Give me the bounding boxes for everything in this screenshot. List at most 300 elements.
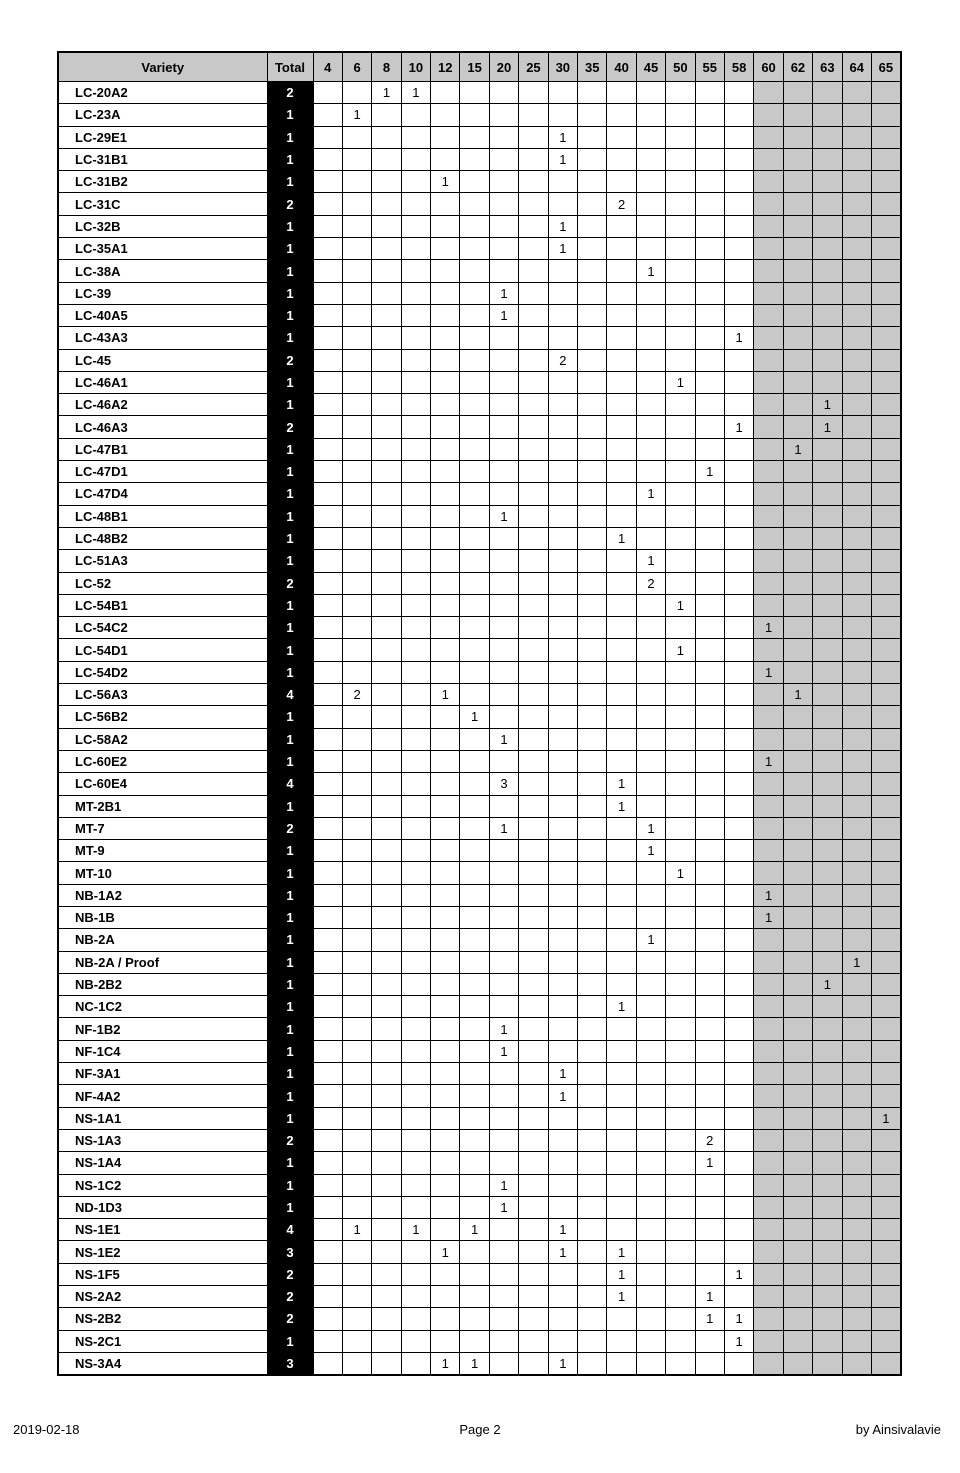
count-cell-20 [489,1129,518,1151]
count-cell-40 [607,1330,636,1352]
count-cell-65 [871,661,900,683]
count-cell-62 [783,1152,812,1174]
count-cell-25 [519,594,548,616]
count-cell-63 [813,661,842,683]
variety-cell: MT-9 [58,840,267,862]
count-cell-60 [754,483,783,505]
count-cell-65 [871,1352,900,1375]
count-cell-6 [342,260,371,282]
count-cell-58 [724,728,753,750]
count-cell-4 [313,1107,342,1129]
count-cell-10 [401,1018,430,1040]
count-cell-15 [460,884,489,906]
count-cell-60 [754,438,783,460]
count-cell-30 [548,951,577,973]
count-cell-10 [401,840,430,862]
count-cell-60 [754,1263,783,1285]
count-cell-6 [342,1196,371,1218]
count-cell-8 [372,840,401,862]
count-cell-25 [519,617,548,639]
count-cell-12 [431,527,460,549]
count-cell-35 [578,617,607,639]
count-cell-60 [754,282,783,304]
count-cell-60 [754,594,783,616]
variety-cell: LC-46A2 [58,394,267,416]
count-cell-6 [342,1152,371,1174]
variety-cell: LC-52 [58,572,267,594]
table-row [58,1152,901,1174]
count-cell-4 [313,238,342,260]
count-cell-63 [813,215,842,237]
variety-cell: NS-1A1 [58,1107,267,1129]
count-cell-40: 1 [607,1241,636,1263]
count-cell-35 [578,371,607,393]
count-cell-65 [871,617,900,639]
count-cell-10 [401,1085,430,1107]
count-cell-15 [460,1063,489,1085]
variety-cell: LC-47D4 [58,483,267,505]
count-cell-30 [548,1263,577,1285]
count-cell-50 [666,1196,695,1218]
count-cell-60 [754,461,783,483]
count-cell-62: 1 [783,684,812,706]
count-cell-65 [871,1308,900,1330]
count-cell-50 [666,483,695,505]
count-cell-25 [519,1152,548,1174]
count-cell-63 [813,795,842,817]
count-cell-40 [607,104,636,126]
count-cell-8 [372,617,401,639]
count-cell-10 [401,795,430,817]
count-cell-15 [460,973,489,995]
count-cell-8 [372,996,401,1018]
count-cell-45: 1 [636,840,665,862]
table-row [58,1018,901,1040]
header-col-45: 45 [636,52,665,82]
count-cell-50: 1 [666,862,695,884]
count-cell-25 [519,1219,548,1241]
count-cell-60 [754,349,783,371]
count-cell-12 [431,1040,460,1062]
count-cell-10 [401,171,430,193]
count-cell-65 [871,884,900,906]
total-cell: 1 [267,795,313,817]
count-cell-8 [372,461,401,483]
count-cell-65 [871,1241,900,1263]
footer-page-number: Page 2 [459,1422,501,1437]
count-cell-64 [842,1129,871,1151]
count-cell-4 [313,438,342,460]
count-cell-64 [842,148,871,170]
count-cell-4 [313,193,342,215]
count-cell-63 [813,238,842,260]
count-cell-40 [607,304,636,326]
count-cell-8 [372,282,401,304]
count-cell-45 [636,461,665,483]
count-cell-25 [519,1196,548,1218]
count-cell-50 [666,1040,695,1062]
count-cell-62 [783,171,812,193]
count-cell-10 [401,1040,430,1062]
header-total: Total [267,52,313,82]
count-cell-62 [783,126,812,148]
total-cell: 1 [267,327,313,349]
count-cell-45 [636,1107,665,1129]
count-cell-55 [695,1330,724,1352]
count-cell-6 [342,795,371,817]
count-cell-55 [695,929,724,951]
count-cell-15 [460,1308,489,1330]
count-cell-55 [695,527,724,549]
header-col-62: 62 [783,52,812,82]
count-cell-8 [372,1352,401,1375]
table-row [58,193,901,215]
count-cell-58 [724,795,753,817]
count-cell-45 [636,773,665,795]
table-row [58,639,901,661]
count-cell-35 [578,840,607,862]
count-cell-35 [578,104,607,126]
count-cell-15 [460,1330,489,1352]
total-cell: 1 [267,1085,313,1107]
count-cell-55 [695,728,724,750]
count-cell-50: 1 [666,371,695,393]
count-cell-60 [754,260,783,282]
variety-cell: LC-48B1 [58,505,267,527]
count-cell-12 [431,1085,460,1107]
count-cell-35 [578,1107,607,1129]
count-cell-40: 1 [607,795,636,817]
count-cell-63 [813,1308,842,1330]
count-cell-8 [372,773,401,795]
count-cell-30 [548,82,577,104]
count-cell-63 [813,817,842,839]
count-cell-50 [666,817,695,839]
count-cell-64 [842,706,871,728]
count-cell-45 [636,371,665,393]
count-cell-15 [460,282,489,304]
variety-cell: NC-1C2 [58,996,267,1018]
count-cell-4 [313,126,342,148]
count-cell-64 [842,260,871,282]
count-cell-15 [460,527,489,549]
total-cell: 1 [267,550,313,572]
total-cell: 1 [267,260,313,282]
count-cell-8 [372,394,401,416]
count-cell-20 [489,438,518,460]
count-cell-35 [578,661,607,683]
total-cell: 1 [267,1330,313,1352]
count-cell-62 [783,773,812,795]
count-cell-64 [842,550,871,572]
count-cell-15 [460,1196,489,1218]
count-cell-45 [636,1263,665,1285]
count-cell-64 [842,371,871,393]
count-cell-8 [372,238,401,260]
count-cell-50 [666,1352,695,1375]
count-cell-10 [401,371,430,393]
count-cell-58 [724,929,753,951]
count-cell-63 [813,1330,842,1352]
count-cell-55 [695,840,724,862]
count-cell-30: 1 [548,238,577,260]
count-cell-58 [724,238,753,260]
count-cell-55: 1 [695,1308,724,1330]
table-row [58,1330,901,1352]
variety-cell: MT-2B1 [58,795,267,817]
count-cell-15 [460,906,489,928]
count-cell-35 [578,1129,607,1151]
count-cell-8 [372,706,401,728]
count-cell-50 [666,1085,695,1107]
count-cell-12 [431,1330,460,1352]
count-cell-6 [342,238,371,260]
total-cell: 1 [267,706,313,728]
count-cell-65 [871,126,900,148]
count-cell-40 [607,550,636,572]
count-cell-55 [695,572,724,594]
count-cell-45 [636,82,665,104]
count-cell-62 [783,327,812,349]
count-cell-4 [313,684,342,706]
count-cell-12 [431,639,460,661]
count-cell-15 [460,840,489,862]
count-cell-45 [636,862,665,884]
total-cell: 1 [267,973,313,995]
count-cell-58 [724,840,753,862]
count-cell-55 [695,1085,724,1107]
count-cell-12 [431,862,460,884]
count-cell-35 [578,1286,607,1308]
count-cell-20: 1 [489,1040,518,1062]
count-cell-60 [754,996,783,1018]
count-cell-45 [636,750,665,772]
count-cell-8 [372,126,401,148]
count-cell-15 [460,572,489,594]
count-cell-55 [695,193,724,215]
count-cell-55 [695,1263,724,1285]
count-cell-50 [666,82,695,104]
count-cell-45 [636,951,665,973]
count-cell-40: 2 [607,193,636,215]
variety-cell: NS-1A3 [58,1129,267,1151]
count-cell-64 [842,862,871,884]
count-cell-4 [313,282,342,304]
variety-cell: LC-48B2 [58,527,267,549]
total-cell: 1 [267,862,313,884]
table-row [58,82,901,104]
count-cell-62 [783,416,812,438]
count-cell-40 [607,148,636,170]
count-cell-6 [342,1107,371,1129]
count-cell-25 [519,215,548,237]
count-cell-45 [636,193,665,215]
count-cell-25 [519,973,548,995]
count-cell-20 [489,572,518,594]
count-cell-20 [489,1286,518,1308]
count-cell-15 [460,148,489,170]
count-cell-45 [636,282,665,304]
count-cell-20 [489,884,518,906]
count-cell-20 [489,171,518,193]
count-cell-20 [489,617,518,639]
variety-cell: NS-1E1 [58,1219,267,1241]
count-cell-58 [724,1286,753,1308]
count-cell-60 [754,104,783,126]
count-cell-20 [489,750,518,772]
count-cell-64 [842,1352,871,1375]
count-cell-6 [342,171,371,193]
count-cell-63 [813,349,842,371]
variety-cell: MT-7 [58,817,267,839]
count-cell-45 [636,505,665,527]
count-cell-62 [783,349,812,371]
count-cell-50 [666,1129,695,1151]
count-cell-65 [871,1286,900,1308]
count-cell-55 [695,260,724,282]
count-cell-20 [489,1308,518,1330]
count-cell-6 [342,1286,371,1308]
count-cell-62 [783,996,812,1018]
count-cell-12 [431,327,460,349]
count-cell-4 [313,572,342,594]
count-cell-63 [813,260,842,282]
count-cell-50 [666,104,695,126]
count-cell-64 [842,1063,871,1085]
count-cell-35 [578,1330,607,1352]
count-cell-15 [460,1263,489,1285]
total-cell: 2 [267,1286,313,1308]
count-cell-12 [431,260,460,282]
count-cell-30 [548,1196,577,1218]
count-cell-50 [666,906,695,928]
count-cell-55 [695,238,724,260]
count-cell-15 [460,327,489,349]
count-cell-30 [548,639,577,661]
count-cell-40 [607,684,636,706]
count-cell-58 [724,773,753,795]
count-cell-40 [607,461,636,483]
count-cell-65 [871,327,900,349]
count-cell-30 [548,750,577,772]
count-cell-4 [313,1241,342,1263]
count-cell-30 [548,661,577,683]
count-cell-12 [431,416,460,438]
count-cell-4 [313,728,342,750]
count-cell-6 [342,1085,371,1107]
count-cell-35 [578,1040,607,1062]
count-cell-40 [607,929,636,951]
table-row [58,1219,901,1241]
count-cell-63 [813,617,842,639]
count-cell-50 [666,1330,695,1352]
header-col-8: 8 [372,52,401,82]
count-cell-45: 1 [636,929,665,951]
count-cell-4 [313,461,342,483]
count-cell-6 [342,929,371,951]
count-cell-8 [372,594,401,616]
count-cell-12 [431,82,460,104]
count-cell-15 [460,773,489,795]
count-cell-65 [871,594,900,616]
count-cell-15 [460,394,489,416]
count-cell-58 [724,1152,753,1174]
variety-cell: LC-54D2 [58,661,267,683]
count-cell-30 [548,193,577,215]
count-cell-50 [666,661,695,683]
count-cell-65 [871,706,900,728]
count-cell-25 [519,661,548,683]
count-cell-62 [783,906,812,928]
count-cell-58 [724,661,753,683]
count-cell-60 [754,171,783,193]
count-cell-50 [666,1219,695,1241]
total-cell: 1 [267,1196,313,1218]
count-cell-60 [754,951,783,973]
count-cell-35 [578,126,607,148]
count-cell-25 [519,260,548,282]
count-cell-40 [607,215,636,237]
count-cell-20 [489,1219,518,1241]
count-cell-63 [813,304,842,326]
table-row [58,594,901,616]
count-cell-10: 1 [401,82,430,104]
table-row [58,394,901,416]
count-cell-8 [372,1174,401,1196]
count-cell-4 [313,349,342,371]
count-cell-20: 1 [489,1018,518,1040]
table-row [58,1241,901,1263]
count-cell-30: 1 [548,1085,577,1107]
count-cell-63 [813,773,842,795]
count-cell-15 [460,1040,489,1062]
count-cell-40 [607,817,636,839]
count-cell-64 [842,1085,871,1107]
table-row [58,684,901,706]
count-cell-35 [578,282,607,304]
count-cell-25 [519,639,548,661]
count-cell-4 [313,260,342,282]
count-cell-60 [754,773,783,795]
count-cell-50 [666,951,695,973]
table-row [58,416,901,438]
count-cell-60 [754,193,783,215]
count-cell-10 [401,304,430,326]
count-cell-40: 1 [607,1263,636,1285]
count-cell-30 [548,171,577,193]
count-cell-30 [548,684,577,706]
count-cell-60: 1 [754,750,783,772]
count-cell-60 [754,1241,783,1263]
count-cell-45 [636,126,665,148]
count-cell-50 [666,572,695,594]
count-cell-12 [431,282,460,304]
count-cell-30 [548,572,577,594]
count-cell-64 [842,906,871,928]
count-cell-20: 1 [489,728,518,750]
variety-cell: LC-23A [58,104,267,126]
total-cell: 4 [267,773,313,795]
total-cell: 1 [267,594,313,616]
count-cell-10 [401,906,430,928]
count-cell-6 [342,572,371,594]
count-cell-30 [548,594,577,616]
header-col-15: 15 [460,52,489,82]
header-col-65: 65 [871,52,900,82]
count-cell-55 [695,951,724,973]
count-cell-15 [460,617,489,639]
count-cell-30 [548,1152,577,1174]
